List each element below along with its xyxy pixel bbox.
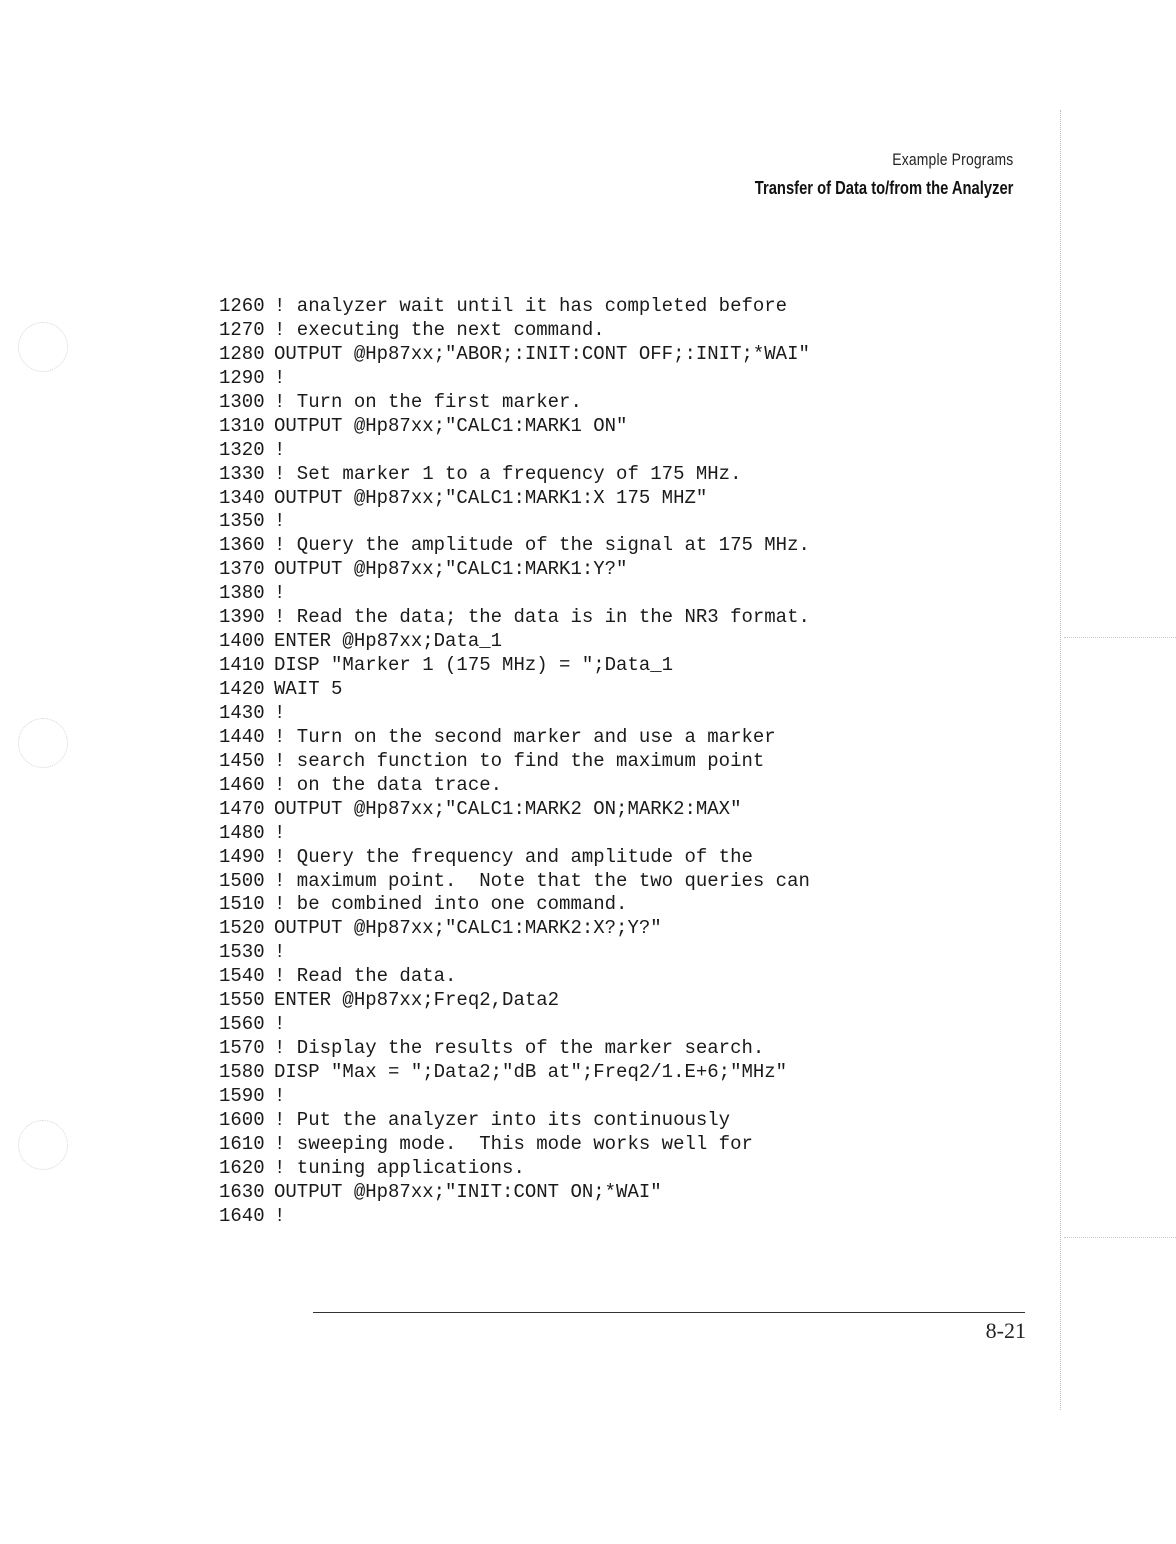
line-number: 1460 [219, 773, 265, 796]
line-number: 1330 [219, 462, 265, 485]
line-number: 1360 [219, 534, 265, 557]
line-text: ! [274, 1013, 286, 1036]
code-line [219, 702, 810, 726]
line-number: 1300 [219, 390, 265, 413]
line-text: ENTER @Hp87xx;Freq2,Data2 [274, 989, 560, 1012]
line-number: 1320 [219, 438, 265, 461]
code-line [219, 1037, 810, 1061]
code-line [219, 510, 810, 534]
code-line [219, 343, 810, 367]
line-text: ! Set marker 1 to a frequency of 175 MHz. [274, 462, 742, 485]
punch-hole-mark [18, 718, 68, 768]
line-text: ! Turn on the first marker. [274, 390, 582, 413]
code-line [219, 750, 810, 774]
line-number: 1530 [219, 941, 265, 964]
running-header [698, 150, 1013, 199]
subsection-title: Transfer of Data to/from the Analyzer [754, 178, 1013, 198]
line-number: 1630 [219, 1180, 265, 1203]
code-line [219, 295, 810, 319]
line-number: 1370 [219, 558, 265, 581]
line-number: 1550 [219, 989, 265, 1012]
line-number: 1590 [219, 1084, 265, 1107]
line-text: ! Query the amplitude of the signal at 175 MHz. [274, 534, 810, 557]
line-number: 1430 [219, 701, 265, 724]
line-number: 1520 [219, 917, 265, 940]
code-line [219, 678, 810, 702]
line-text: OUTPUT @Hp87xx;"CALC1:MARK1:Y?" [274, 558, 628, 581]
section-title: Example Programs [891, 150, 1013, 169]
line-text: OUTPUT @Hp87xx;"CALC1:MARK2 ON;MARK2:MAX" [274, 797, 742, 820]
edge-tick-mark [1064, 637, 1176, 638]
line-text: ! [274, 821, 286, 844]
code-line [219, 391, 810, 415]
line-number: 1440 [219, 725, 265, 748]
line-number: 1610 [219, 1132, 265, 1155]
line-text: ! Put the analyzer into its continuously [274, 1108, 731, 1131]
line-number: 1470 [219, 797, 265, 820]
line-number: 1560 [219, 1013, 265, 1036]
code-line [219, 463, 810, 487]
code-line [219, 965, 810, 989]
code-line [219, 1109, 810, 1133]
line-number: 1400 [219, 630, 265, 653]
line-text: ! be combined into one command. [274, 893, 628, 916]
line-text: ! Display the results of the marker search. [274, 1037, 765, 1060]
line-number: 1510 [219, 893, 265, 916]
code-line [219, 415, 810, 439]
code-listing [219, 295, 810, 1229]
code-line [219, 654, 810, 678]
code-line [219, 726, 810, 750]
line-text: OUTPUT @Hp87xx;"INIT:CONT ON;*WAI" [274, 1180, 662, 1203]
line-text: ! Read the data; the data is in the NR3 format. [274, 606, 810, 629]
punch-hole-mark [18, 322, 68, 372]
line-text: DISP "Marker 1 (175 MHz) = ";Data_1 [274, 654, 674, 677]
code-line [219, 606, 810, 630]
code-line [219, 989, 810, 1013]
line-text: ! Turn on the second marker and use a marker [274, 725, 776, 748]
line-number: 1350 [219, 510, 265, 533]
line-text: ! maximum point. Note that the two queries can [274, 869, 810, 892]
line-number: 1260 [219, 295, 265, 317]
code-line [219, 1157, 810, 1181]
line-text: ENTER @Hp87xx;Data_1 [274, 630, 503, 653]
line-text: WAIT 5 [274, 678, 343, 700]
line-number: 1270 [219, 318, 265, 341]
line-text: ! analyzer wait until it has completed before [274, 295, 788, 317]
code-line [219, 1013, 810, 1037]
line-number: 1570 [219, 1037, 265, 1060]
line-number: 1480 [219, 821, 265, 844]
code-line [219, 893, 810, 917]
line-number: 1420 [219, 678, 265, 700]
line-text: OUTPUT @Hp87xx;"CALC1:MARK2:X?;Y?" [274, 917, 662, 940]
line-text: ! [274, 1204, 286, 1227]
line-text: ! [274, 510, 286, 533]
code-line [219, 582, 810, 606]
code-line [219, 798, 810, 822]
code-line [219, 367, 810, 391]
line-text: ! executing the next command. [274, 318, 605, 341]
line-number: 1500 [219, 869, 265, 892]
edge-tick-mark [1064, 1237, 1176, 1238]
line-text: ! Query the frequency and amplitude of the [274, 845, 753, 868]
code-line [219, 917, 810, 941]
line-text: ! on the data trace. [274, 773, 503, 796]
code-line [219, 1205, 810, 1229]
line-number: 1380 [219, 582, 265, 605]
line-number: 1410 [219, 654, 265, 677]
line-text: ! tuning applications. [274, 1156, 525, 1179]
page-number: 8-21 [985, 1318, 1026, 1343]
code-line [219, 558, 810, 582]
line-number: 1390 [219, 606, 265, 629]
line-text: OUTPUT @Hp87xx;"ABOR;:INIT:CONT OFF;:INIT;*WAI" [274, 342, 810, 365]
code-line [219, 487, 810, 511]
code-line [219, 941, 810, 965]
code-line [219, 439, 810, 463]
line-number: 1620 [219, 1156, 265, 1179]
line-number: 1580 [219, 1061, 265, 1083]
line-number: 1540 [219, 965, 265, 988]
line-number: 1280 [219, 342, 265, 365]
punch-hole-mark [18, 1120, 68, 1170]
line-number: 1640 [219, 1204, 265, 1227]
code-line [219, 1085, 810, 1109]
line-text: ! Read the data. [274, 965, 457, 988]
line-text: OUTPUT @Hp87xx;"CALC1:MARK1 ON" [274, 414, 628, 437]
line-text: ! [274, 1084, 286, 1107]
line-text: ! [274, 941, 286, 964]
line-number: 1450 [219, 749, 265, 772]
line-text: ! [274, 366, 286, 389]
line-text: ! sweeping mode. This mode works well for [274, 1132, 753, 1155]
page-edge-shadow [1060, 110, 1061, 1410]
line-number: 1290 [219, 366, 265, 389]
code-line [219, 534, 810, 558]
code-line [219, 1061, 810, 1085]
code-line [219, 630, 810, 654]
code-line [219, 870, 810, 894]
code-line [219, 822, 810, 846]
code-line [219, 1181, 810, 1205]
line-text: OUTPUT @Hp87xx;"CALC1:MARK1:X 175 MHZ" [274, 486, 708, 509]
line-text: ! [274, 438, 286, 461]
code-line [219, 319, 810, 343]
line-text: ! [274, 582, 286, 605]
line-text: ! [274, 701, 286, 724]
line-text: DISP "Max = ";Data2;"dB at";Freq2/1.E+6;"MHz" [274, 1061, 788, 1083]
line-number: 1310 [219, 414, 265, 437]
line-number: 1490 [219, 845, 265, 868]
line-text: ! search function to find the maximum point [274, 749, 765, 772]
line-number: 1600 [219, 1108, 265, 1131]
code-line [219, 1133, 810, 1157]
line-number: 1340 [219, 486, 265, 509]
code-line [219, 846, 810, 870]
footer-rule [313, 1312, 1025, 1313]
code-line [219, 774, 810, 798]
